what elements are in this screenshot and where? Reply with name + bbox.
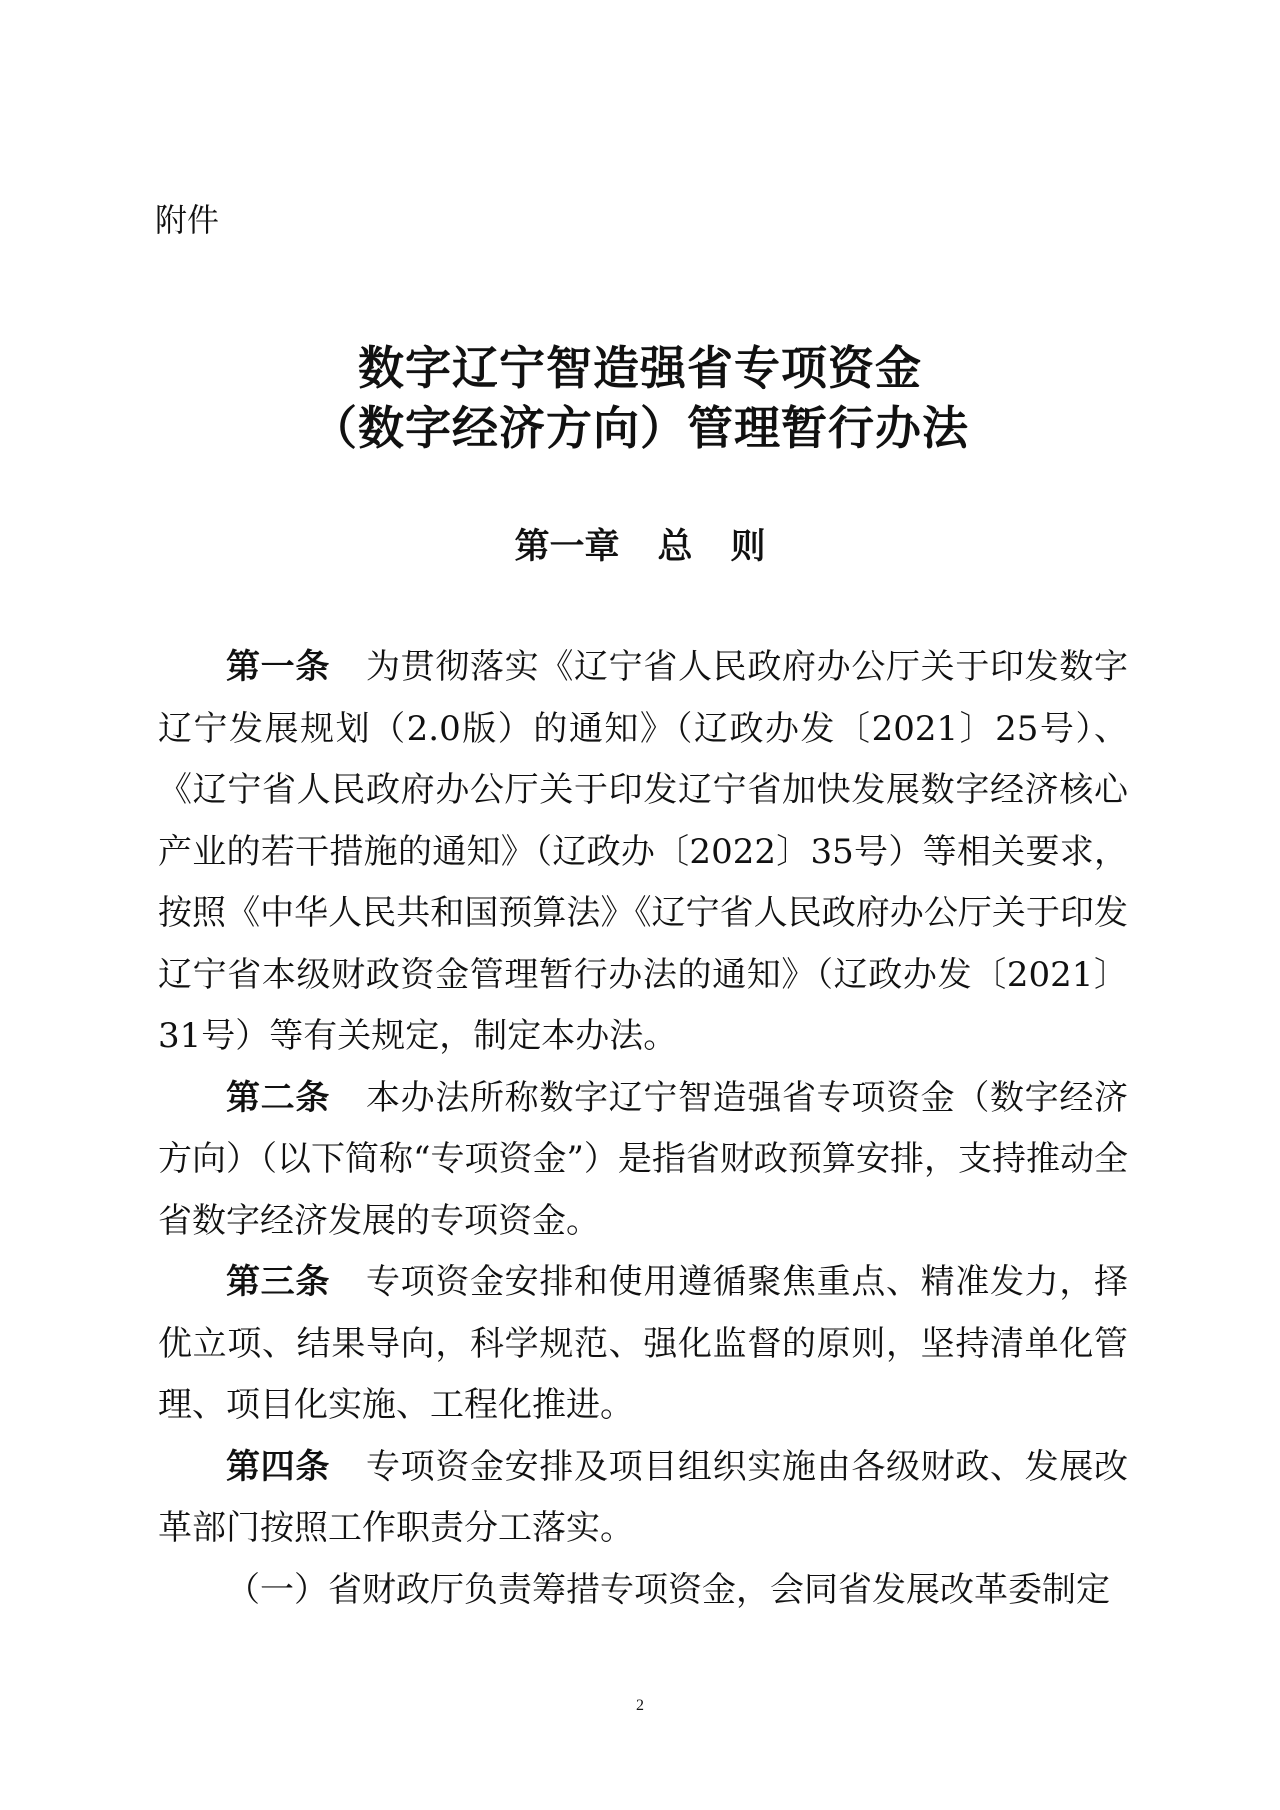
document-title-line-1: 数字辽宁智造强省专项资金 bbox=[358, 341, 922, 395]
article-text: 本办法所称数字辽宁智造强省专项资金（数字经济方向）（以下简称“专项资金”）是指省财政预算安排，支持推动全省数字经济发展的专项资金。 bbox=[158, 1077, 1128, 1241]
article-label: 第二条 bbox=[226, 1077, 330, 1118]
document-title-line-2: （数字经济方向）管理暂行办法 bbox=[311, 401, 969, 455]
attachment-label: 附件 bbox=[155, 201, 220, 239]
article-text: 专项资金安排及项目组织实施由各级财政、发展改革部门按照工作职责分工落实。 bbox=[158, 1446, 1128, 1548]
chapter-title-part-2: 则 bbox=[730, 527, 766, 567]
article-label: 第三条 bbox=[226, 1262, 330, 1302]
chapter-heading bbox=[0, 525, 1280, 569]
article-label: 第四条 bbox=[226, 1446, 330, 1487]
article-2 bbox=[158, 1068, 1128, 1253]
article-3 bbox=[158, 1252, 1128, 1437]
article-text: 专项资金安排和使用遵循聚焦重点、精准发力，择优立项、结果导向，科学规范、强化监督的原则，坚持清单化管理、项目化实施、工程化推进。 bbox=[158, 1262, 1128, 1425]
page-number: 2 bbox=[636, 1697, 644, 1714]
article-text: 为贯彻落实《辽宁省人民政府办公厅关于印发数字辽宁发展规划（2.0版）的通知》（辽政办发〔2021〕25号）、《辽宁省人民政府办公厅关于印发辽宁省加快发展数字经济核心产业的若干措施的通知》（辽政办〔2022〕35号）等相关要求，按照《中华人民共和国预算法》《辽宁省人民政府办公厅关于印发辽宁省本级财政资金管理暂行办法的通知》（辽政办发〔2021〕31号）等有关规定，制定本办法。 bbox=[158, 647, 1128, 1056]
document-body bbox=[158, 637, 1128, 1621]
chapter-title-part-1: 总 bbox=[657, 527, 693, 567]
article-4 bbox=[158, 1437, 1128, 1560]
article-label: 第一条 bbox=[226, 647, 330, 687]
sub-item-1 bbox=[158, 1560, 1128, 1622]
chapter-label: 第一章 bbox=[514, 527, 620, 567]
article-1 bbox=[158, 637, 1128, 1068]
sub-item-text: （一）省财政厅负责筹措专项资金，会同省发展改革委制定 bbox=[226, 1569, 1110, 1610]
